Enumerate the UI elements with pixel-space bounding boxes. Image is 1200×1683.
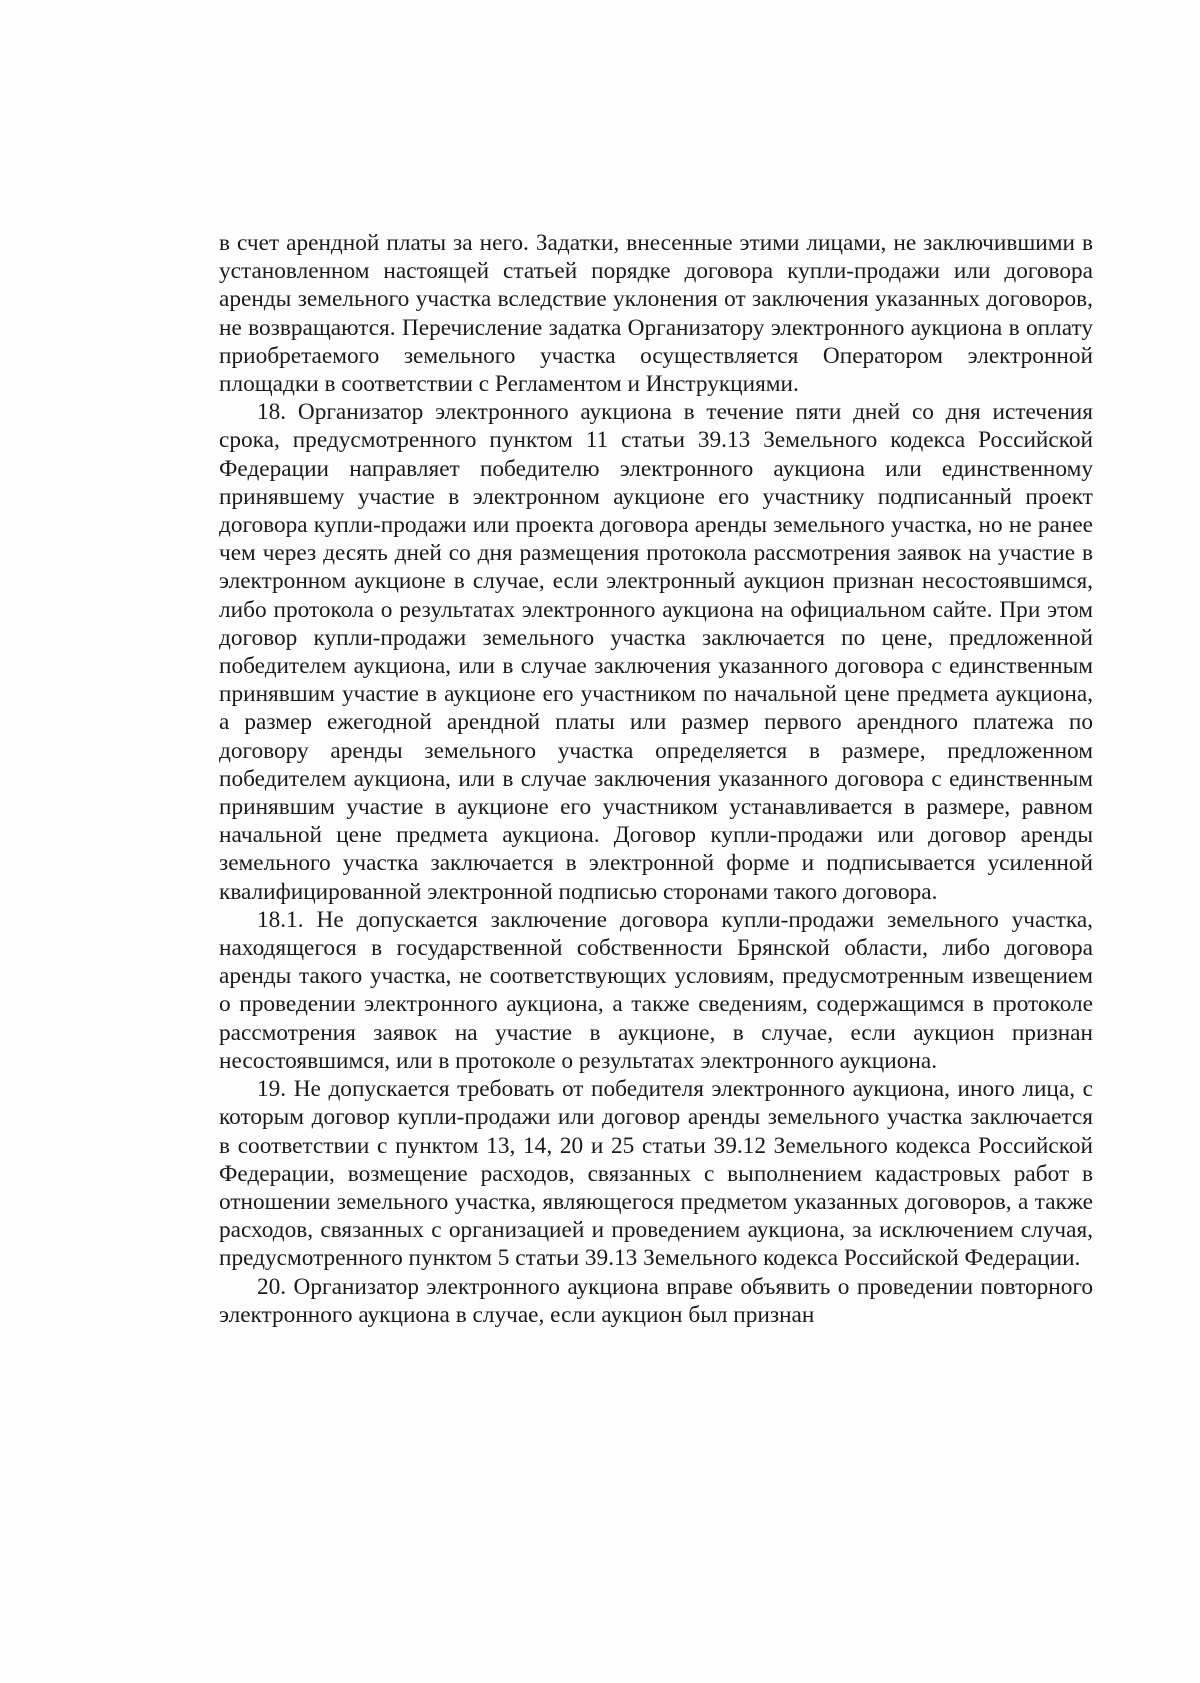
paragraph-clause-18-1: 18.1. Не допускается заключение договора купли-продажи земельного участка, находящегося в государственной собственности Брянской области, либо договора аренды такого участка, не соответствующих условиям, предусмотренным извещением о проведении электронного аукциона, а также сведениям, содержащимся в протоколе рассмотрения заявок на участие в аукционе, в случае, если аукцион признан несостоявшимся, или в протоколе о результатах электронного аукциона. xyxy=(219,906,1093,1074)
paragraph-clause-20: 20. Организатор электронного аукциона вправе объявить о проведении повторного электронного аукциона в случае, если аукцион был признан xyxy=(219,1273,1093,1328)
paragraph-clause-19: 19. Не допускается требовать от победителя электронного аукциона, иного лица, с которым договор купли-продажи или договор аренды земельного участка заключается в соответствии с пунктом 13, 14, 20 и 25 статьи 39.12 Земельного кодекса Российской Федерации, возмещение расходов, связанных с выполнением кадастровых работ в отношении земельного участка, являющегося предметом указанных договоров, а также расходов, связанных с организацией и проведением аукциона, за исключением случая, предусмотренного пунктом 5 статьи 39.13 Земельного кодекса Российской Федерации. xyxy=(219,1076,1093,1272)
paragraph-continuation-deposits: в счет арендной платы за него. Задатки, внесенные этими лицами, не заключившими в установленном настоящей статьей порядке договора купли-продажи или договора аренды земельного участка вследствие уклонения от заключения указанных договоров, не возвращаются. Перечисление задатка Организатору электронного аукциона в оплату приобретаемого земельного участка осуществляется Оператором электронной площадки в соответствии с Регламентом и Инструкциями. xyxy=(219,230,1093,398)
paragraph-clause-18: 18. Организатор электронного аукциона в течение пяти дней со дня истечения срока, предусмотренного пунктом 11 статьи 39.13 Земельного кодекса Российской Федерации направляет победителю электронного аукциона или единственному принявшему участие в электронном аукционе его участнику подписанный проект договора купли-продажи или проекта договора аренды земельного участка, но не ранее чем через десять дней со дня размещения протокола рассмотрения заявок на участие в электронном аукционе в случае, если электронный аукцион признан несостоявшимся, либо протокола о результатах электронного аукциона на официальном сайте. При этом договор купли-продажи земельного участка заключается по цене, предложенной победителем аукциона, или в случае заключения указанного договора с единственным принявшим участие в аукционе его участником по начальной цене предмета аукциона, а размер ежегодной арендной платы или размер первого арендного платежа по договору аренды земельного участка определяется в размере, предложенном победителем аукциона, или в случае заключения указанного договора с единственным принявшим участие в аукционе его участником устанавливается в размере, равном начальной цене предмета аукциона. Договор купли-продажи или договор аренды земельного участка заключается в электронной форме и подписывается усиленной квалифицированной электронной подписью сторонами такого договора. xyxy=(219,399,1093,905)
document-body xyxy=(219,229,1093,1329)
